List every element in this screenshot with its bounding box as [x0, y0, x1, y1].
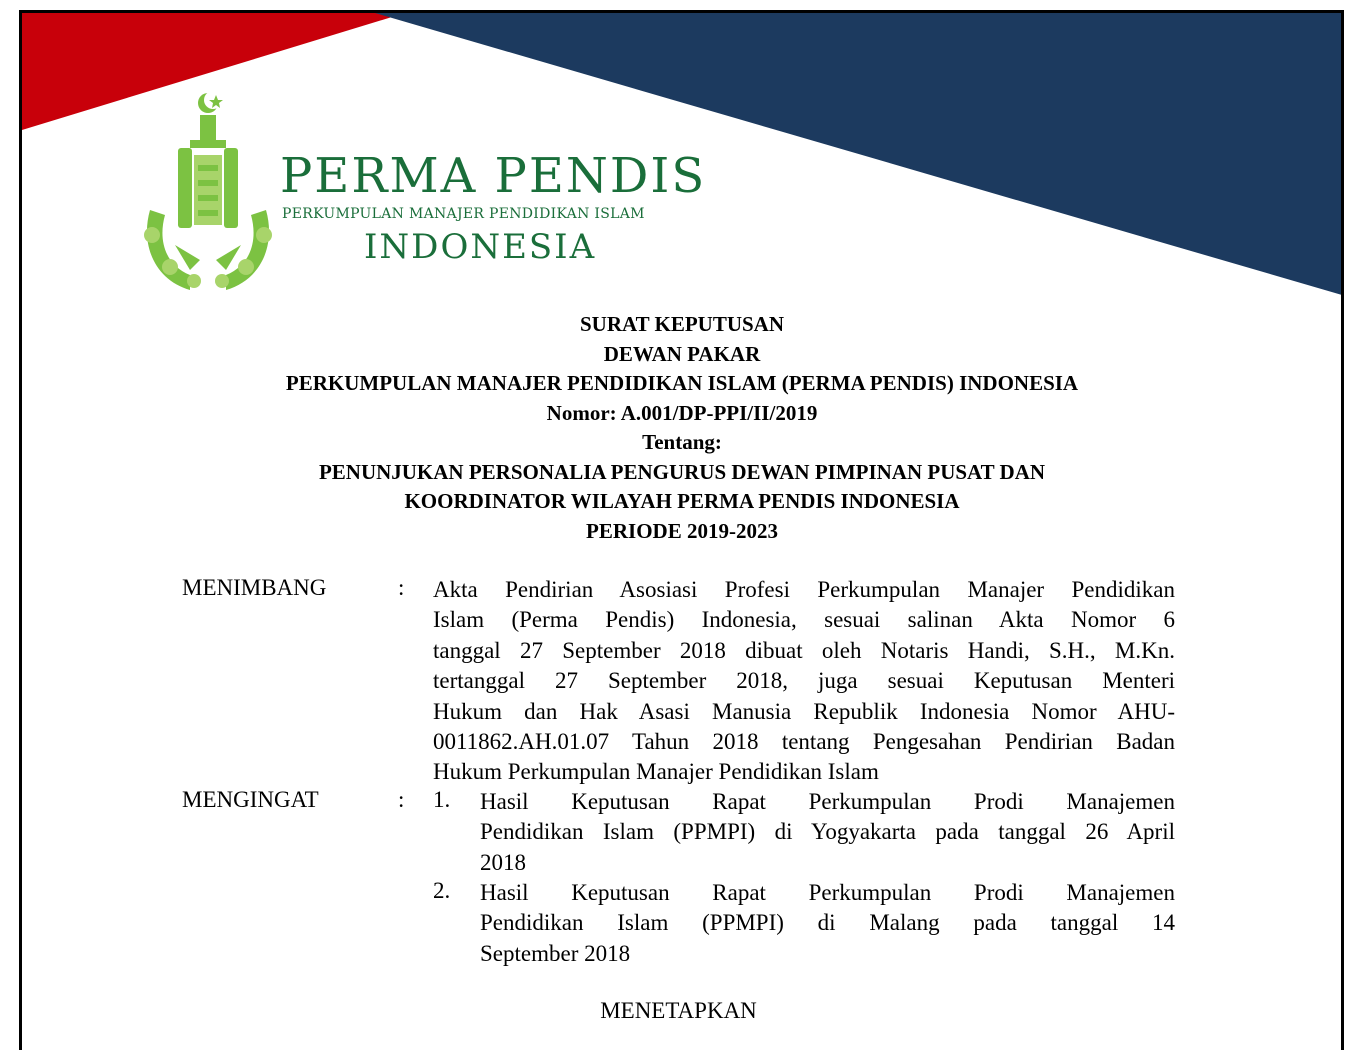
mengingat-item-number: 2. — [433, 878, 451, 903]
menimbang-line: tertanggal 27 September 2018, juga sesuai Keputusan Menteri — [433, 668, 1175, 694]
title-line-3: PERKUMPULAN MANAJER PENDIDIKAN ISLAM (PERMA PENDIS) INDONESIA — [285, 371, 1079, 395]
brand-subtitle: PERKUMPULAN MANAJER PENDIDIKAN ISLAM — [282, 206, 645, 222]
title-line-1: SURAT KEPUTUSAN — [579, 312, 784, 336]
brand-name: PERMA PENDIS — [280, 148, 707, 204]
mengingat-colon: : — [398, 787, 405, 812]
menimbang-label: MENIMBANG — [182, 575, 327, 600]
mengingat-line: Hasil Keputusan Rapat Perkumpulan Prodi Manajemen — [480, 880, 1175, 905]
mengingat-item-number: 1. — [433, 787, 451, 812]
mengingat-item — [480, 787, 1175, 878]
title-line-2: DEWAN PAKAR — [603, 341, 761, 366]
mengingat-line: 2018 — [480, 849, 526, 875]
menetapkan-heading: MENETAPKAN — [600, 998, 757, 1023]
title-tentang: Tentang: — [642, 430, 722, 454]
menimbang-text — [433, 575, 1175, 788]
menimbang-line: Hukum dan Hak Asasi Manusia Republik Indonesia Nomor AHU- — [433, 698, 1175, 724]
title-line-7: KOORDINATOR WILAYAH PERMA PENDIS INDONESIA — [404, 489, 960, 513]
mengingat-line: September 2018 — [480, 940, 631, 966]
mengingat-label: MENGINGAT — [182, 787, 319, 812]
mengingat-line: Pendidikan Islam (PPMPI) di Malang pada tanggal 14 — [480, 910, 1175, 936]
menimbang-colon: : — [398, 575, 405, 600]
brand-country: INDONESIA — [364, 227, 597, 267]
menimbang-line: Hukum Perkumpulan Manajer Pendidikan Islam — [433, 759, 879, 785]
decree-title — [0, 310, 1364, 546]
menimbang-line: tanggal 27 September 2018 dibuat oleh Notaris Handi, S.H., M.Kn. — [433, 637, 1175, 663]
mengingat-item — [480, 878, 1175, 969]
title-line-6: PENUNJUKAN PERSONALIA PENGURUS DEWAN PIMPINAN PUSAT DAN — [318, 459, 1046, 484]
mengingat-line: Pendidikan Islam (PPMPI) di Yogyakarta pada tanggal 26 April — [480, 819, 1175, 845]
mengingat-line: Hasil Keputusan Rapat Perkumpulan Prodi Manajemen — [480, 789, 1175, 814]
menimbang-line: 0011862.AH.01.07 Tahun 2018 tentang Pengesahan Pendirian Badan — [433, 728, 1175, 754]
perma-pendis-logo-icon — [130, 85, 290, 305]
menimbang-line: Akta Pendirian Asosiasi Profesi Perkumpulan Manajer Pendidikan — [433, 577, 1175, 602]
menimbang-line: Islam (Perma Pendis) Indonesia, sesuai salinan Akta Nomor 6 — [433, 607, 1175, 633]
decree-number: Nomor: A.001/DP-PPI/II/2019 — [546, 400, 818, 425]
title-period: PERIODE 2019-2023 — [586, 518, 778, 543]
